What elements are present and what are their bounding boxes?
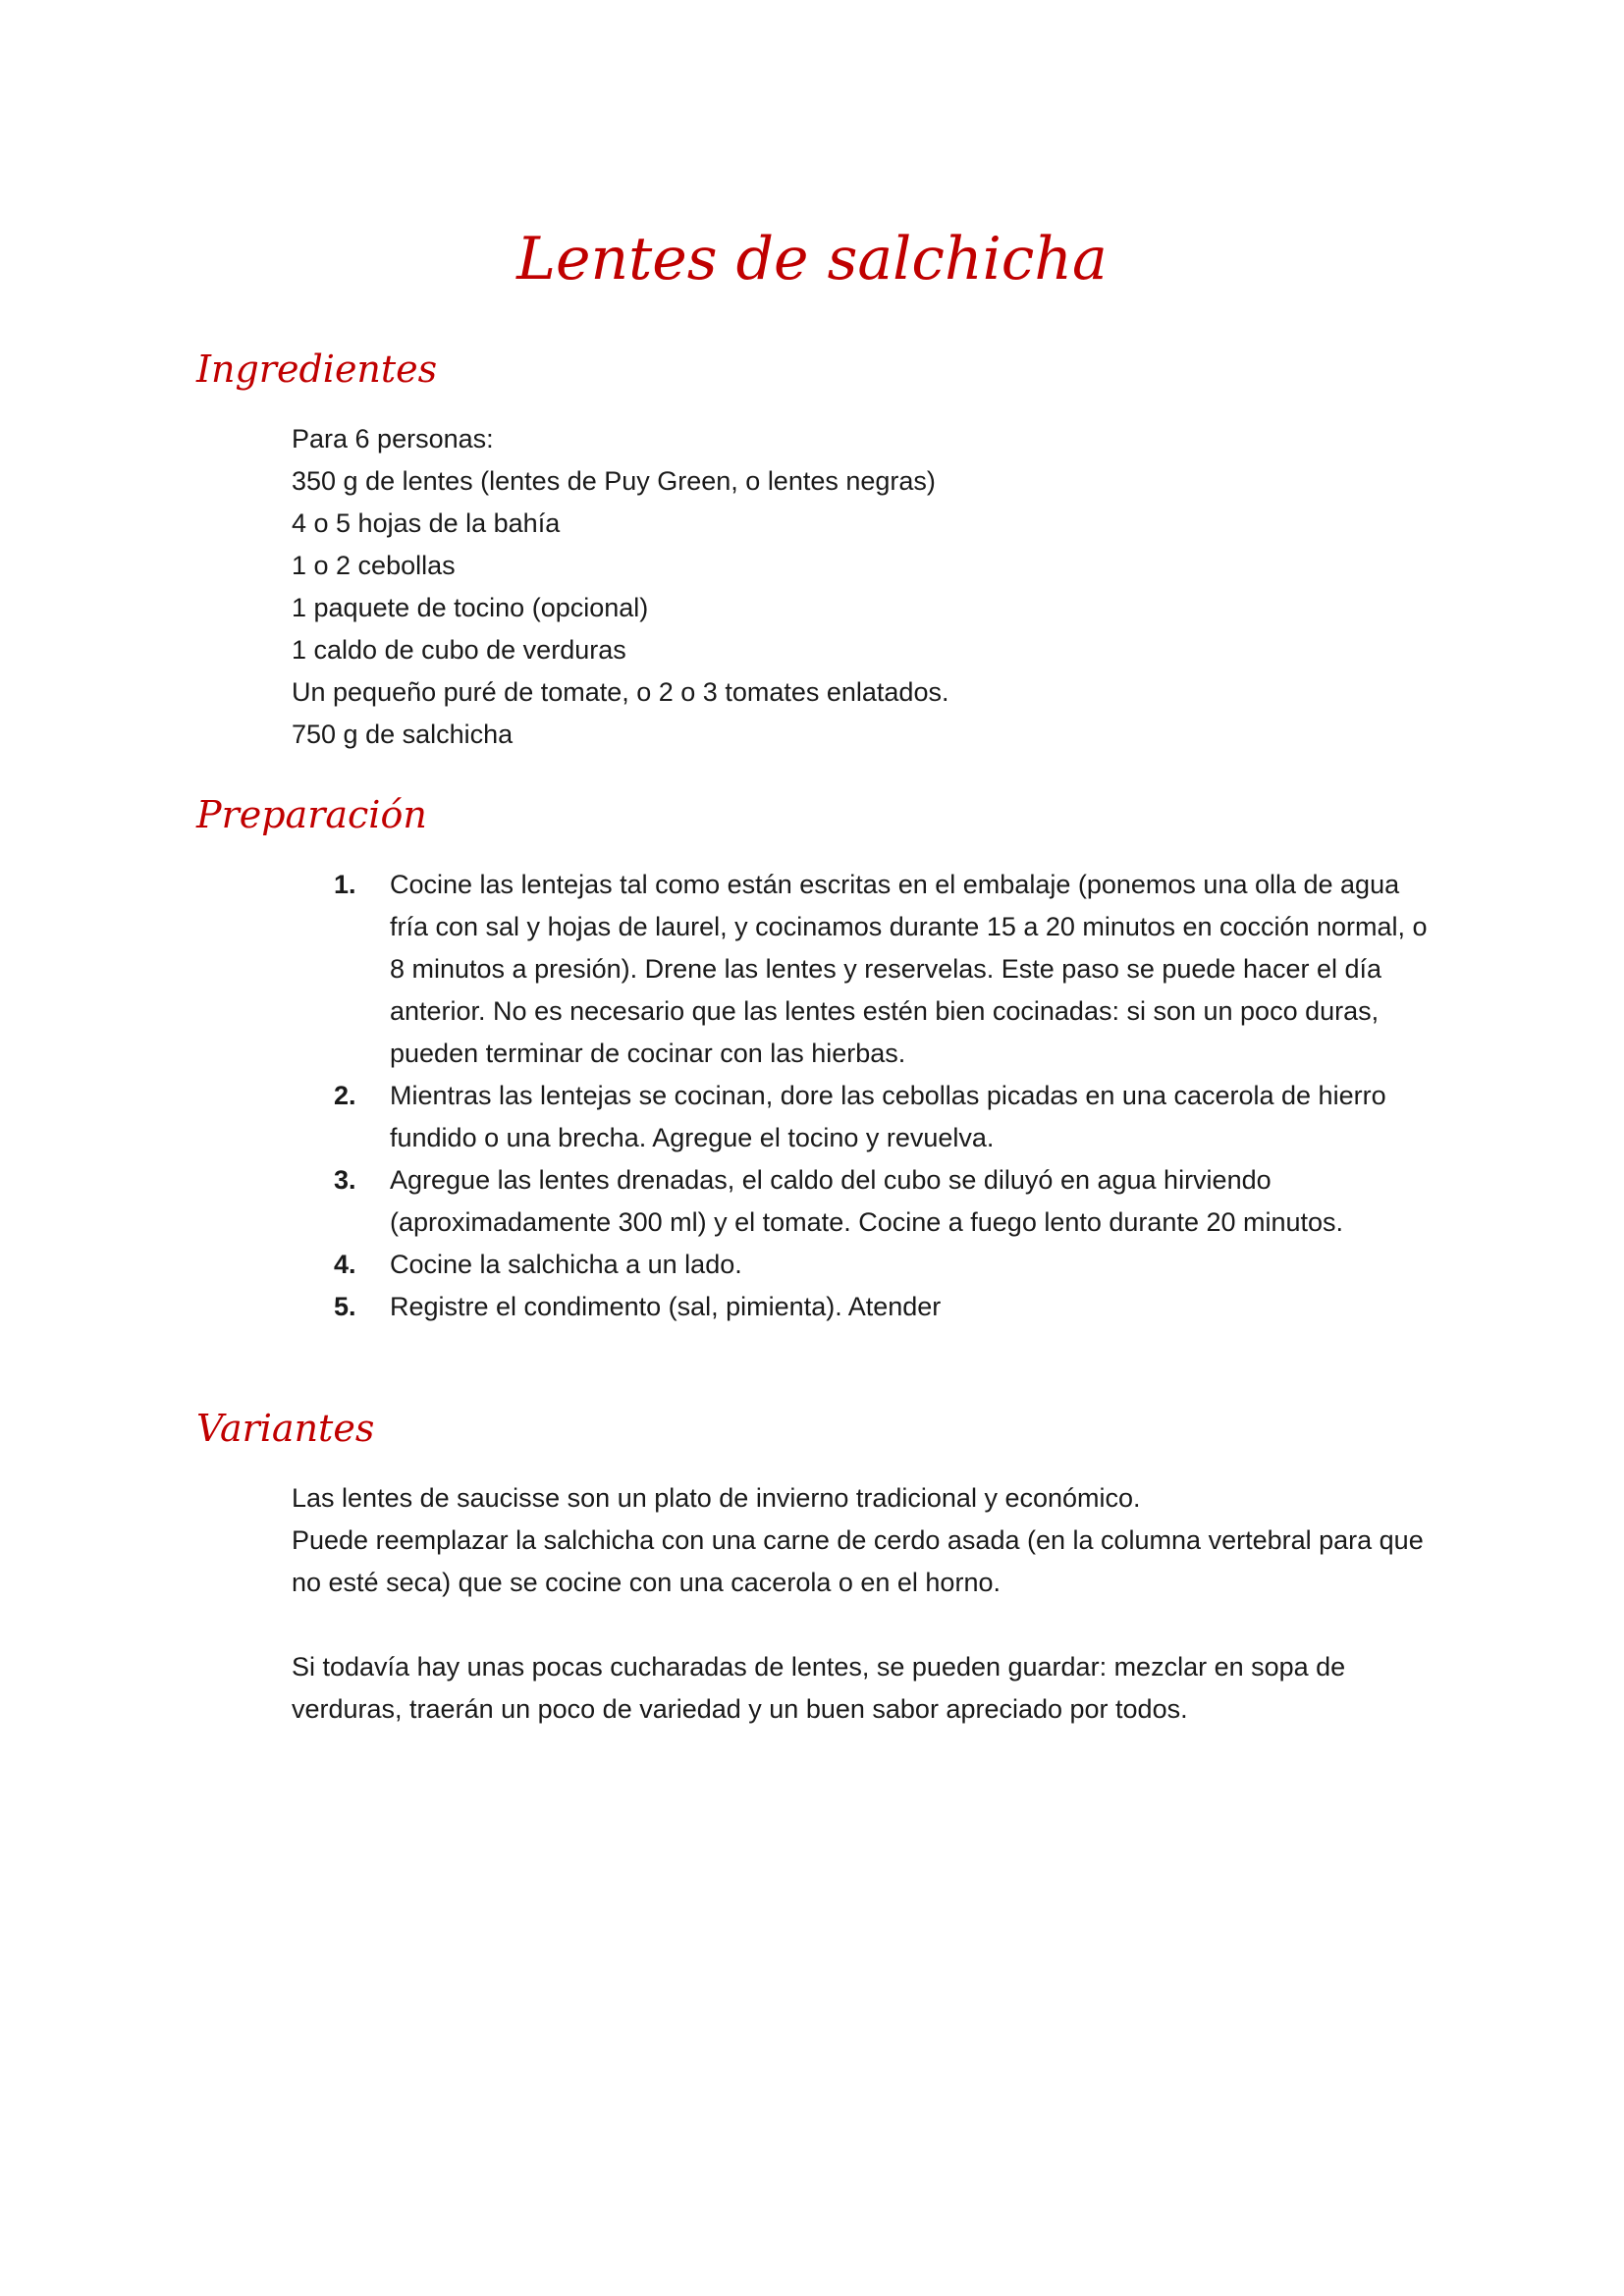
preparation-heading: Preparación <box>196 793 427 836</box>
list-item: 1 o 2 cebollas <box>292 551 456 580</box>
step-text: Mientras las lentejas se cocinan, dore las cebollas picadas en una cacerola de hierro fundido o una brecha. Agregue el tocino y revuelva. <box>390 1081 1386 1152</box>
step-number: 1. <box>334 870 356 899</box>
step-text: Cocine las lentejas tal como están escritas en el embalaje (ponemos una olla de agua fría con sal y hojas de laurel, y cocinamos durante 15 a 20 minutos en cocción normal, o 8 minutos a presión). Drene las lentes y reservelas. Este paso se puede hacer el día anterior. No es necesario que las lentes estén bien cocinadas: si son un poco duras, pueden terminar de cocinar con las hierbas. <box>390 870 1428 1068</box>
list-item: Para 6 personas: <box>292 424 494 454</box>
step-item <box>334 864 1443 1075</box>
list-item: 1 paquete de tocino (opcional) <box>292 593 649 622</box>
step-text: Registre el condimento (sal, pimienta). Atender <box>390 1292 942 1321</box>
step-item <box>334 1286 1443 1328</box>
variants-heading: Variantes <box>196 1407 375 1450</box>
step-number: 4. <box>334 1250 356 1279</box>
step-item <box>334 1075 1443 1159</box>
step-number: 2. <box>334 1081 356 1110</box>
document-title: Lentes de salchicha <box>516 225 1108 294</box>
step-item <box>334 1244 1443 1286</box>
step-text: Agregue las lentes drenadas, el caldo del cubo se diluyó en agua hirviendo (aproximadamente 300 ml) y el tomate. Cocine a fuego lento durante 20 minutos. <box>390 1165 1344 1237</box>
step-number: 3. <box>334 1165 356 1195</box>
variants-text: Puede reemplazar la salchicha con una carne de cerdo asada (en la columna vertebral para que no esté seca) que se cocine con una cacerola o en el horno. <box>292 1525 1424 1597</box>
list-item: 750 g de salchicha <box>292 720 514 749</box>
list-item: 350 g de lentes (lentes de Puy Green, o lentes negras) <box>292 466 936 496</box>
step-item <box>334 1159 1443 1244</box>
variants-paragraph-1 <box>292 1477 1431 1604</box>
step-number: 5. <box>334 1292 356 1321</box>
list-item: Un pequeño puré de tomate, o 2 o 3 tomates enlatados. <box>292 677 949 707</box>
preparation-steps <box>334 864 1443 1328</box>
ingredients-list <box>292 418 1450 756</box>
variants-paragraph-2: Si todavía hay unas pocas cucharadas de lentes, se pueden guardar: mezclar en sopa de verduras, traerán un poco de variedad y un buen sabor apreciado por todos. <box>292 1652 1346 1724</box>
variants-line: Las lentes de saucisse son un plato de invierno tradicional y económico. <box>292 1483 1141 1513</box>
list-item: 4 o 5 hojas de la bahía <box>292 508 561 538</box>
ingredients-heading: Ingredientes <box>196 347 438 391</box>
list-item: 1 caldo de cubo de verduras <box>292 635 626 665</box>
step-text: Cocine la salchicha a un lado. <box>390 1250 742 1279</box>
